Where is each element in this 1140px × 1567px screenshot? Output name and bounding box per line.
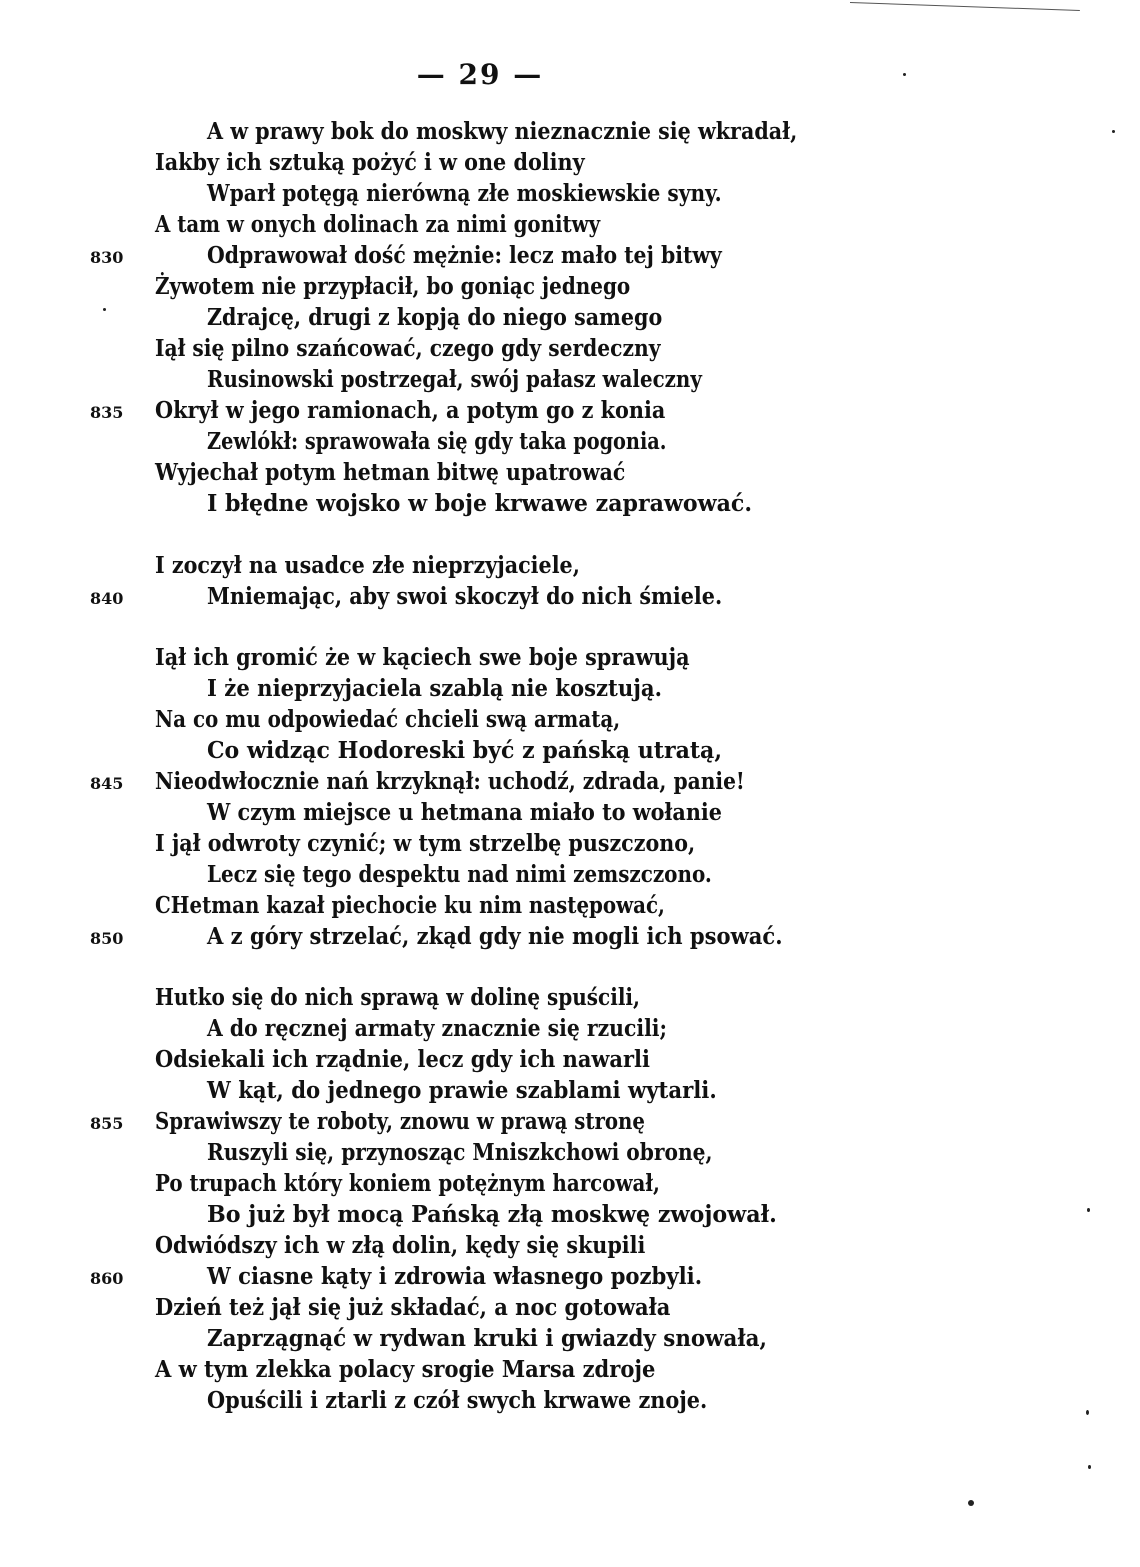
poem-line: Iakby ich sztuką pożyć i w one doliny — [155, 149, 585, 176]
line-number: 830 — [90, 248, 124, 267]
poem-line: Mniemając, aby swoi skoczył do nich śmiele. — [207, 583, 723, 610]
poem-line: A z góry strzelać, zkąd gdy nie mogli ich psować. — [207, 923, 783, 950]
poem-line: Lecz się tego despektu nad nimi zemszczono. — [207, 861, 712, 888]
line-number: 855 — [90, 1114, 124, 1133]
ink-speck — [903, 73, 906, 76]
poem-line: Iął ich gromić że w kąciech swe boje sprawują — [155, 644, 690, 671]
page-number: — 29 — — [416, 58, 544, 91]
ink-speck — [1086, 1410, 1089, 1415]
poem-line: I jął odwroty czynić; w tym strzelbę puszczono, — [155, 830, 696, 857]
poem-line: Nieodwłocznie nań krzyknął: uchodź, zdrada, panie! — [155, 768, 745, 795]
poem-line: W kąt, do jednego prawie szablami wytarli. — [207, 1077, 717, 1104]
poem-line: Zaprzągnąć w rydwan kruki i gwiazdy snowała, — [207, 1325, 767, 1352]
ink-speck — [1112, 130, 1115, 133]
poem-line: Odsiekali ich rządnie, lecz gdy ich nawarli — [155, 1046, 650, 1073]
ink-speck — [103, 308, 106, 311]
poem-line: Odprawował dość mężnie: lecz mało tej bitwy — [207, 242, 722, 269]
line-number: 835 — [90, 403, 124, 422]
poem-line: I że nieprzyjaciela szablą nie kosztują. — [207, 675, 663, 702]
line-number: 850 — [90, 929, 124, 948]
poem-line: Zewlókł: sprawowała się gdy taka pogonia. — [207, 428, 667, 455]
poem-line: Dzień też jął się już składać, a noc gotowała — [155, 1294, 671, 1321]
poem-line: Rusinowski postrzegał, swój pałasz waleczny — [207, 366, 702, 393]
line-number: 845 — [90, 774, 124, 793]
poem-line: Odwiódszy ich w złą dolin, kędy się skupili — [155, 1232, 646, 1259]
poem-line: Co widząc Hodoreski być z pańską utratą, — [207, 737, 723, 764]
poem-line: W ciasne kąty i zdrowia własnego pozbyli. — [207, 1263, 703, 1290]
poem-line: Hutko się do nich sprawą w dolinę spuścili, — [155, 984, 640, 1011]
poem-line: Po trupach który koniem potężnym harcował, — [155, 1170, 660, 1197]
poem-line: Zdrajcę, drugi z kopją do niego samego — [207, 304, 663, 331]
poem-line: I błędne wojsko w boje krwawe zaprawować. — [207, 490, 753, 517]
poem-line: Żywotem nie przypłacił, bo goniąc jednego — [155, 273, 631, 300]
poem-line: Wparł potęgą nierówną złe moskiewskie syny. — [207, 180, 722, 207]
line-number: 860 — [90, 1269, 124, 1288]
ink-speck — [968, 1500, 974, 1506]
poem-line: Opuścili i ztarli z czół swych krwawe znoje. — [207, 1387, 708, 1414]
poem-line: Na co mu odpowiedać chcieli swą armatą, — [155, 706, 621, 733]
poem-line: Okrył w jego ramionach, a potym go z konia — [155, 397, 666, 424]
poem-line: Sprawiwszy te roboty, znowu w prawą stronę — [155, 1108, 645, 1135]
poem-line: CHetman kazał piechocie ku nim następować, — [155, 892, 665, 919]
poem-line: Ruszyli się, przynosząc Mniszkchowi obronę, — [207, 1139, 713, 1166]
poem-line: A w tym zlekka polacy srogie Marsa zdroje — [155, 1356, 656, 1383]
ink-speck — [1087, 1208, 1090, 1212]
poem-line: A do ręcznej armaty znacznie się rzucili; — [207, 1015, 668, 1042]
poem-line: A w prawy bok do moskwy nieznacznie się wkradał, — [207, 118, 798, 145]
poem-line: Iął się pilno szańcować, czego gdy serdeczny — [155, 335, 661, 362]
poem-line: W czym miejsce u hetmana miało to wołanie — [207, 799, 722, 826]
poem-line: Wyjechał potym hetman bitwę upatrować — [155, 459, 626, 486]
ink-speck — [1088, 1465, 1091, 1469]
poem-line: A tam w onych dolinach za nimi gonitwy — [155, 211, 601, 238]
poem-line: Bo już był mocą Pańską złą moskwę zwojował. — [207, 1201, 777, 1228]
line-number: 840 — [90, 589, 124, 608]
poem-line: I zoczył na usadce złe nieprzyjaciele, — [155, 552, 580, 579]
